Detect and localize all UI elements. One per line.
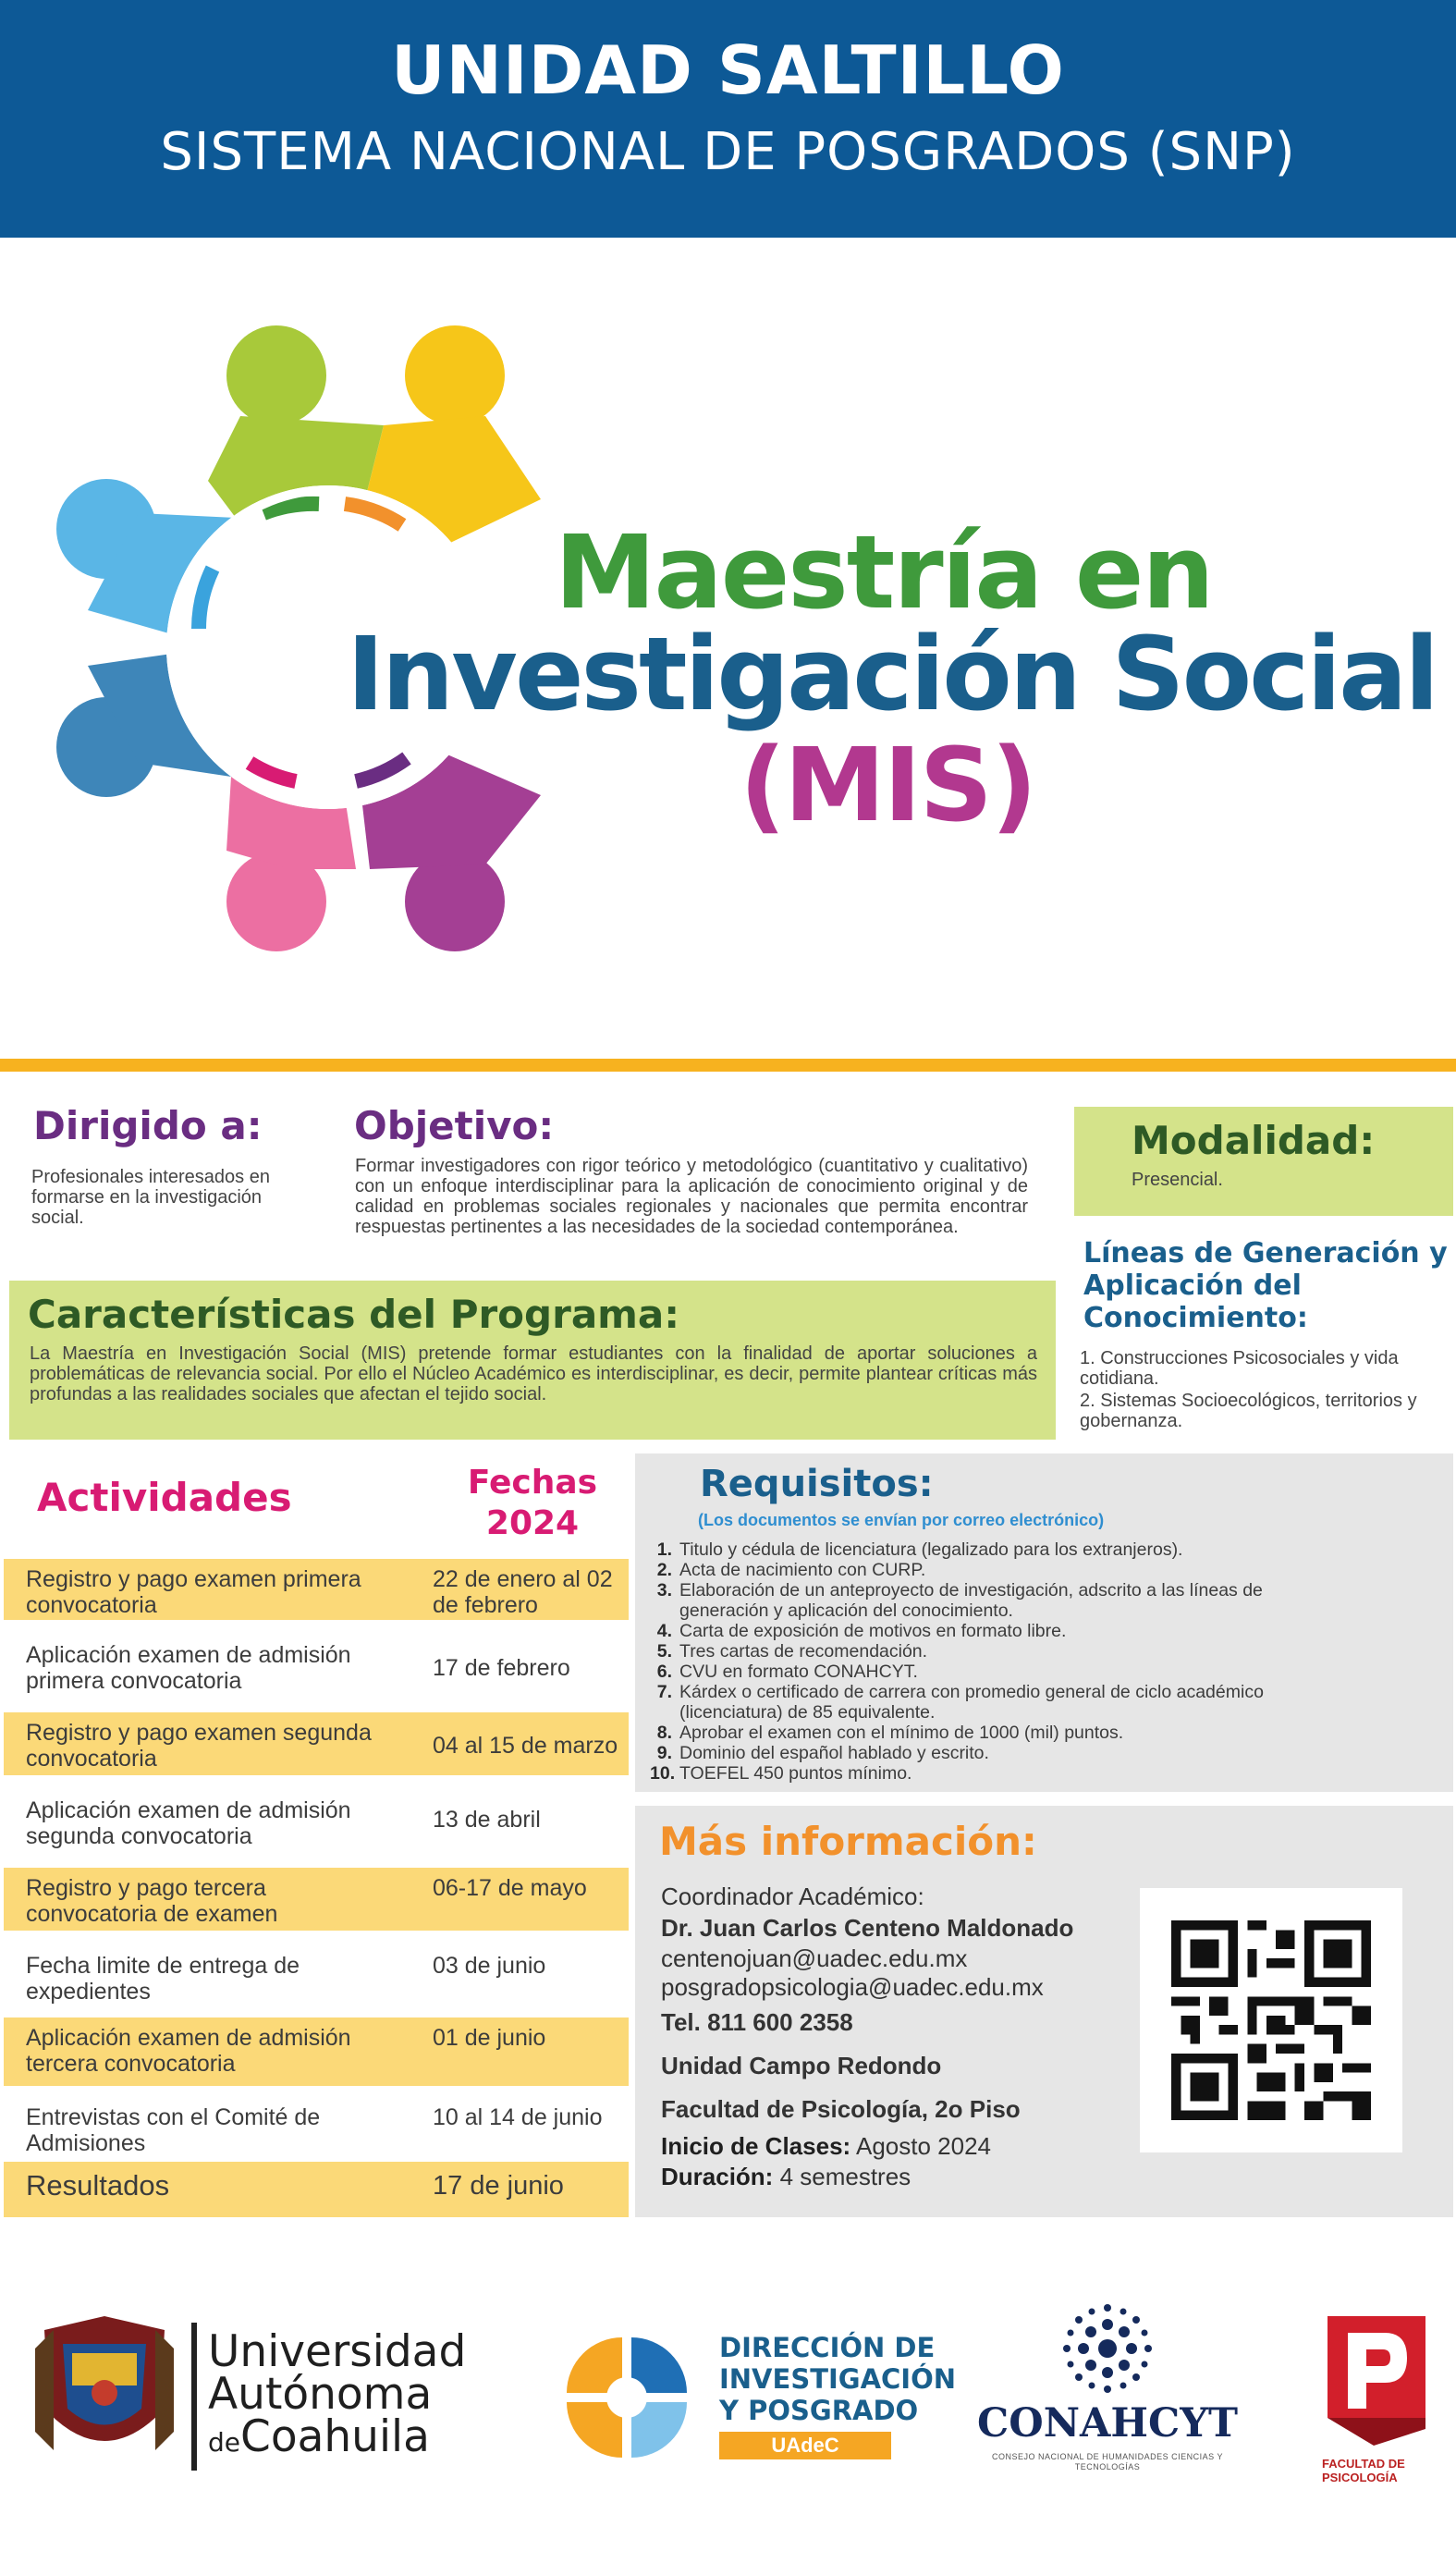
requisito-item xyxy=(650,1621,1389,1641)
dirigido-text: Profesionales interesados en formarse en la investigación social. xyxy=(31,1167,270,1228)
duracion xyxy=(661,2163,911,2191)
activity-name: Registro y pago examen primera convocatoria xyxy=(26,1566,361,1618)
caracteristicas-text: La Maestría en Investigación Social (MIS) pretende formar estudiantes con la finalidad de aportar soluciones a problemáticas de relevancia social. Por ello el Núcleo Académico es interdisciplinar, es decir, permite plantear críticas más profundas a las realidades sociales que afectan el tejido social. xyxy=(30,1343,1037,1404)
email-link[interactable]: centenojuan@uadec.edu.mx xyxy=(661,1944,968,1972)
requisito-number: 10. xyxy=(650,1763,676,1784)
requisito-item xyxy=(650,1539,1389,1560)
table-row xyxy=(4,1945,629,2008)
direccion-investigacion-logo-icon xyxy=(557,2328,705,2462)
requisitos-note: (Los documentos se envían por correo electrónico) xyxy=(698,1511,1105,1529)
university-line3: Coahuila xyxy=(240,2411,430,2462)
activity-name: Registro y pago tercera convocatoria de examen xyxy=(26,1875,278,1927)
direccion-investigacion-text xyxy=(719,2332,956,2426)
requisito-number: 4. xyxy=(656,1621,672,1641)
requisito-item xyxy=(650,1580,1389,1621)
requisito-text: Acta de nacimiento con CURP. xyxy=(679,1560,926,1580)
uadec-tag: UAdeC xyxy=(719,2432,891,2459)
table-row xyxy=(4,1559,629,1620)
table-row xyxy=(4,1790,629,1853)
requisito-item xyxy=(650,1662,1389,1682)
requisito-item xyxy=(650,1763,1389,1784)
modalidad-heading: Modalidad: xyxy=(1132,1118,1376,1163)
conahcyt-subtitle: CONSEJO NACIONAL DE HUMANIDADES CIENCIAS Y TECNOLOGÍAS xyxy=(991,2452,1224,2471)
coordinator-name: Dr. Juan Carlos Centeno Maldonado xyxy=(661,1914,1074,1942)
lineas-item-1: 1. Construcciones Psicosociales y vida cotidiana. xyxy=(1080,1348,1399,1389)
program-title-line2: Investigación Social xyxy=(347,615,1438,733)
requisito-item xyxy=(650,1723,1389,1743)
inicio-clases xyxy=(661,2132,991,2161)
requisito-item xyxy=(650,1682,1389,1723)
dirigido-heading: Dirigido a: xyxy=(33,1103,263,1148)
duracion-label: Duración: xyxy=(661,2163,774,2190)
requisito-item xyxy=(650,1560,1389,1580)
inicio-label: Inicio de Clases: xyxy=(661,2132,851,2160)
conahcyt-name: CONAHCYT xyxy=(977,2400,1238,2447)
activity-date: 13 de abril xyxy=(433,1807,541,1833)
conahcyt-logo-icon xyxy=(1061,2302,1154,2395)
header-title: UNIDAD SALTILLO xyxy=(391,31,1065,109)
activity-name: Resultados xyxy=(26,2169,170,2201)
activity-name: Entrevistas con el Comité de Admisiones xyxy=(26,2104,321,2156)
activity-date: 04 al 15 de marzo xyxy=(433,1733,618,1759)
dir-line3: Y POSGRADO xyxy=(719,2395,919,2426)
yellow-divider xyxy=(0,1059,1456,1072)
lineas-heading: Líneas de Generación y Aplicación del Conocimiento: xyxy=(1083,1237,1448,1334)
coordinator-label: Coordinador Académico: xyxy=(661,1883,924,1910)
requisito-text: TOEFEL 450 puntos mínimo. xyxy=(679,1763,912,1784)
activity-name: Registro y pago examen segunda convocatoria xyxy=(26,1720,372,1772)
campus-name: Unidad Campo Redondo xyxy=(661,2052,942,2079)
requisito-text: Titulo y cédula de licenciatura (legalizado para los extranjeros). xyxy=(679,1539,1183,1560)
objetivo-text: Formar investigadores con rigor teórico y metodológico (cuantitativo y cualitativo) con un enfoque interdisciplinar para la aplicación de conocimiento original y de calidad en problemas sociales regionales y nacionales que permita encontrar respuestas pertinentes a las necesidades de la sociedad contemporánea. xyxy=(355,1156,1028,1237)
university-de: de xyxy=(208,2427,240,2458)
activity-date: 03 de junio xyxy=(433,1953,546,1979)
duracion-value: 4 semestres xyxy=(773,2163,912,2190)
table-row xyxy=(4,1635,629,1698)
dir-line2: INVESTIGACIÓN xyxy=(719,2363,957,2395)
university-line2: Autónoma xyxy=(208,2369,433,2420)
activity-date: 06-17 de mayo xyxy=(433,1875,587,1901)
requisito-item xyxy=(650,1743,1389,1763)
activity-date: 10 al 14 de junio xyxy=(433,2104,603,2130)
activity-name: Aplicación examen de admisión tercera convocatoria xyxy=(26,2025,351,2077)
caracteristicas-heading: Características del Programa: xyxy=(28,1292,680,1337)
table-row xyxy=(4,2017,629,2086)
caracteristicas-box xyxy=(9,1281,1056,1440)
activity-name: Aplicación examen de admisión segunda convocatoria xyxy=(26,1797,351,1849)
modalidad-box xyxy=(1074,1107,1453,1216)
email-link[interactable]: posgradopsicologia@uadec.edu.mx xyxy=(661,1973,1044,2001)
dir-line1: DIRECCIÓN DE xyxy=(719,2332,936,2363)
requisito-text: Aprobar el examen con el mínimo de 1000 (mil) puntos. xyxy=(679,1723,1124,1743)
qr-code-frame xyxy=(1140,1888,1402,2152)
table-row xyxy=(4,1712,629,1775)
requisito-number: 7. xyxy=(656,1682,672,1702)
uadec-shield-logo-icon xyxy=(35,2312,174,2469)
info-heading: Más información: xyxy=(659,1819,1037,1864)
requisitos-heading: Requisitos: xyxy=(700,1463,934,1505)
facultad-psicologia-logo-icon xyxy=(1328,2316,1425,2455)
activity-date: 17 de junio xyxy=(433,2171,564,2201)
facultad-location: Facultad de Psicología, 2o Piso xyxy=(661,2095,1021,2123)
requisito-number: 2. xyxy=(656,1560,672,1580)
table-row xyxy=(4,2097,629,2160)
requisito-item xyxy=(650,1641,1389,1662)
requisito-text: CVU en formato CONAHCYT. xyxy=(679,1662,918,1682)
lineas-item-2: 2. Sistemas Socioecológicos, territorios y gobernanza. xyxy=(1080,1391,1417,1431)
table-row xyxy=(4,2162,629,2217)
facultad-psicologia-label: FACULTAD DE PSICOLOGÍA xyxy=(1322,2457,1405,2484)
requisito-number: 8. xyxy=(656,1723,672,1743)
footer-divider xyxy=(191,2323,197,2471)
table-row xyxy=(4,1868,629,1931)
phone-number[interactable]: Tel. 811 600 2358 xyxy=(661,2008,853,2036)
requisito-text: Carta de exposición de motivos en formato libre. xyxy=(679,1621,1067,1641)
requisito-number: 9. xyxy=(656,1743,672,1763)
activity-name: Fecha limite de entrega de expedientes xyxy=(26,1953,300,2005)
requisito-number: 3. xyxy=(656,1580,672,1601)
header-banner xyxy=(0,0,1456,238)
requisito-text: Tres cartas de recomendación. xyxy=(679,1641,928,1662)
inicio-value: Agosto 2024 xyxy=(850,2132,991,2160)
university-line1: Universidad xyxy=(208,2326,467,2377)
qr-code-icon[interactable] xyxy=(1171,1920,1371,2120)
requisito-number: 6. xyxy=(656,1662,672,1682)
university-name xyxy=(208,2326,467,2464)
requisito-text: Elaboración de un anteproyecto de investigación, adscrito a las líneas de generación y aplicación del conocimiento. xyxy=(679,1580,1263,1621)
objetivo-heading: Objetivo: xyxy=(354,1103,555,1148)
modalidad-text: Presencial. xyxy=(1132,1170,1223,1190)
program-title-line1: Maestría en xyxy=(555,513,1213,632)
fechas-heading: Fechas 2024 xyxy=(467,1464,598,1542)
requisito-number: 5. xyxy=(656,1641,672,1662)
header-subtitle: SISTEMA NACIONAL DE POSGRADOS (SNP) xyxy=(160,122,1296,182)
activity-name: Aplicación examen de admisión primera convocatoria xyxy=(26,1642,351,1694)
activity-date: 17 de febrero xyxy=(433,1655,570,1681)
program-title-acronym: (MIS) xyxy=(740,726,1036,844)
activity-date: 01 de junio xyxy=(433,2025,546,2051)
requisitos-box xyxy=(635,1453,1453,1792)
requisito-number: 1. xyxy=(656,1539,672,1560)
activity-date: 22 de enero al 02 de febrero xyxy=(433,1566,613,1618)
actividades-heading: Actividades xyxy=(37,1475,292,1520)
requisito-text: Kárdex o certificado de carrera con promedio general de ciclo académico (licenciatura) de 85 equivalente. xyxy=(679,1682,1264,1723)
requisito-text: Dominio del español hablado y escrito. xyxy=(679,1743,989,1763)
